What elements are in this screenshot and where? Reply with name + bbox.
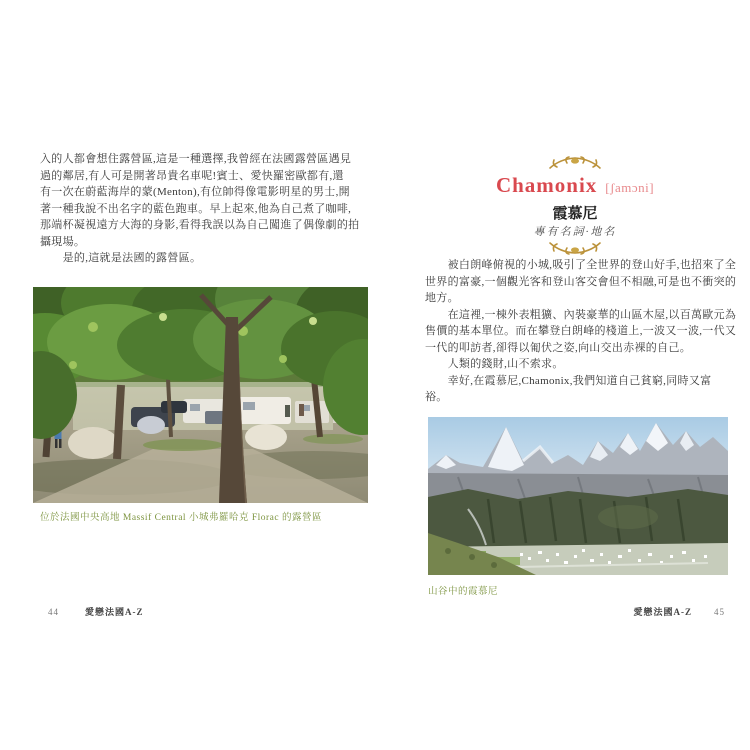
text-line: 售價的基本單位。而在攀登白朗峰的棧道上,一波又一波,一代又	[425, 325, 737, 337]
text-line: 那端杯凝視遠方大海的身影,看得我誤以為自己闖進了偶像劇的拍	[40, 219, 360, 231]
book-title: 愛戀法國A-Z	[633, 607, 692, 617]
entry-headword: Chamonix	[495, 173, 598, 197]
text-line: 一代的叩訪者,卻得以匍伏之姿,向山交出赤裸的自己。	[425, 341, 691, 354]
entry-phonetic: [ʃamɔni]	[605, 180, 655, 195]
entry-header	[425, 156, 725, 255]
text-line: 被白朗峰俯視的小城,吸引了全世界的登山好手,也招來了全	[425, 259, 737, 271]
text-line: 裕。	[425, 391, 448, 403]
text-line: 是的,這就是法國的露營區。	[40, 252, 202, 264]
text-line: 地方。	[425, 292, 459, 304]
right-page-paragraph	[425, 257, 737, 406]
photo-caption-right: 山谷中的霞慕尼	[428, 587, 499, 597]
left-page-paragraph	[40, 151, 370, 267]
text-line: 攝現場。	[40, 235, 86, 248]
page-number-left: 44	[48, 607, 59, 617]
flourish-ornament-icon	[547, 156, 603, 170]
right-page-footer	[560, 605, 725, 619]
campground-photo	[33, 287, 368, 503]
chamonix-valley-photo	[428, 417, 728, 575]
page-number-right: 45	[714, 607, 725, 617]
left-page-footer	[48, 605, 144, 619]
photo-caption-left: 位於法國中央高地 Massif Central 小城弗羅哈克 Florac 的露營區	[40, 513, 322, 523]
text-line: 幸好,在霞慕尼,Chamonix,我們知道自己貧窮,同時又富	[425, 374, 712, 387]
flourish-ornament-icon	[547, 241, 603, 255]
entry-word-type: 專有名詞·地名	[533, 226, 617, 238]
headword-row	[425, 173, 725, 197]
text-line: 著一種我說不出名字的藍色跑車。早上起來,他為自己煮了咖啡,	[40, 202, 352, 215]
book-title: 愛戀法國A-Z	[85, 607, 144, 617]
text-line: 有一次在蔚藍海岸的蒙(Menton),有位帥得像電影明星的男士,開	[40, 186, 350, 198]
text-line: 世界的富豪,一個觀光客和登山客交會但不相融,可是也不衝突的	[425, 275, 737, 288]
text-line: 在這裡,一棟外表粗獷、內裝豪華的山區木屋,以百萬歐元為	[425, 308, 737, 321]
entry-chinese-name: 霞慕尼	[552, 206, 598, 222]
text-line: 入的人都會想住露營區,這是一種選擇,我曾經在法國露營區遇見	[40, 153, 352, 165]
text-line: 過的鄰居,有人可是開著昂貴名車呢!賓士、愛快羅密歐都有,還	[40, 169, 344, 182]
text-line: 人類的錢財,山不索求。	[425, 358, 564, 370]
